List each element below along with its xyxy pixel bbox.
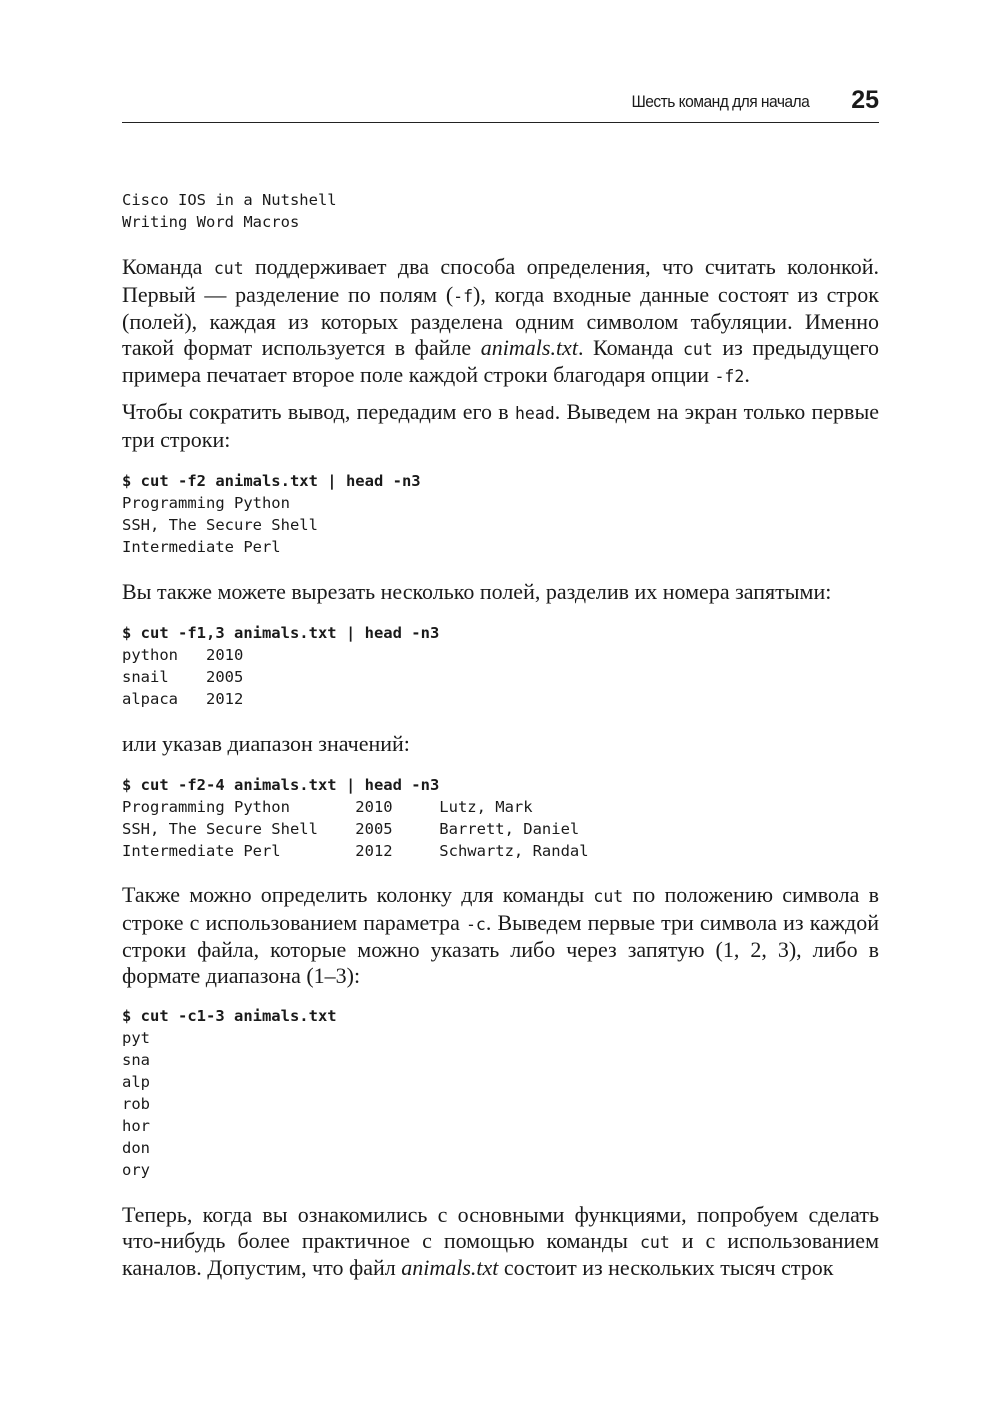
code-line: alp: [122, 1073, 150, 1091]
code-line: SSH, The Secure Shell: [122, 516, 318, 534]
code-block-cut-f1-3: [122, 622, 439, 710]
paragraph-practical-use: Теперь, когда вы ознакомились с основными функциями, попробуем сделать что-нибудь более практичное с помощью команды cut и с использованием каналов. Допустим, что файл animals.txt состоит из нескольких тысяч строк: [122, 1202, 879, 1280]
code-command: $ cut -f2-4 animals.txt | head -n3: [122, 776, 440, 794]
file-name: animals.txt: [480, 334, 578, 360]
paragraph-cut-fields: Команда cut поддерживает два способа определения, что считать колонкой. Первый — разделение по полям (-f), когда входные данные состоят из строк (полей), каждая из которых разделена одним символом табуляции. Именно такой формат используется в файле animals.txt. Команда cut из предыдущего примера печатает второе поле каждой строки благодаря опции -f2.: [122, 254, 880, 387]
code-line: Cisco IOS in a Nutshell: [122, 191, 337, 209]
inline-code: -f2: [714, 367, 745, 386]
code-line: Intermediate Perl 2012 Schwartz, Randal: [122, 842, 589, 860]
code-command: $ cut -c1-3 animals.txt: [122, 1007, 337, 1025]
inline-code: cut: [213, 259, 244, 278]
inline-code: cut: [683, 339, 713, 359]
code-line: snail 2005: [122, 668, 244, 686]
inline-code: -c: [466, 914, 486, 934]
page-header: [122, 86, 879, 123]
code-block-cut-f2-4: [122, 774, 589, 862]
paragraph-range: или указав диапазон значений:: [122, 731, 410, 756]
code-line: Programming Python 2010 Lutz, Mark: [122, 798, 533, 816]
code-line: sna: [122, 1051, 150, 1069]
inline-code: head: [514, 404, 555, 423]
code-line: alpaca 2012: [122, 690, 244, 708]
paragraph-multiple-fields: Вы также можете вырезать несколько полей, разделив их номера запятыми:: [122, 579, 832, 604]
code-line: rob: [122, 1095, 150, 1113]
code-command: $ cut -f2 animals.txt | head -n3: [122, 472, 421, 490]
code-line: pyt: [122, 1029, 150, 1047]
file-name: animals.txt: [401, 1255, 499, 1280]
code-block-cut-c1-3: [122, 1005, 337, 1181]
code-line: Writing Word Macros: [122, 213, 300, 231]
paragraph-head-pipe: Чтобы сократить вывод, передадим его в head. Выведем на экран только первые три строки:: [122, 399, 879, 452]
code-command: $ cut -f1,3 animals.txt | head -n3: [122, 624, 440, 642]
code-line: Intermediate Perl: [122, 538, 281, 556]
code-line: Programming Python: [122, 494, 290, 512]
inline-code: -f: [453, 286, 474, 306]
code-line: python 2010: [122, 646, 244, 664]
code-block-cut-f2: [122, 470, 421, 558]
code-line: SSH, The Secure Shell 2005 Barrett, Daniel: [122, 820, 580, 838]
running-title: Шесть команд для начала: [631, 92, 809, 111]
code-line: ory: [122, 1161, 150, 1179]
code-line: don: [122, 1139, 150, 1157]
paragraph-cut-characters: Также можно определить колонку для команды cut по положению символа в строке с использованием параметра -c. Выведем первые три символа из каждой строки файла, которые можно указать либо через запятую (1, 2, 3), либо в формате диапазона (1–3):: [122, 882, 879, 988]
page-number: 25: [851, 86, 879, 114]
code-line: hor: [122, 1117, 150, 1135]
inline-code: cut: [639, 1232, 670, 1252]
inline-code: cut: [593, 887, 624, 906]
code-block-output-titles: [122, 189, 337, 233]
